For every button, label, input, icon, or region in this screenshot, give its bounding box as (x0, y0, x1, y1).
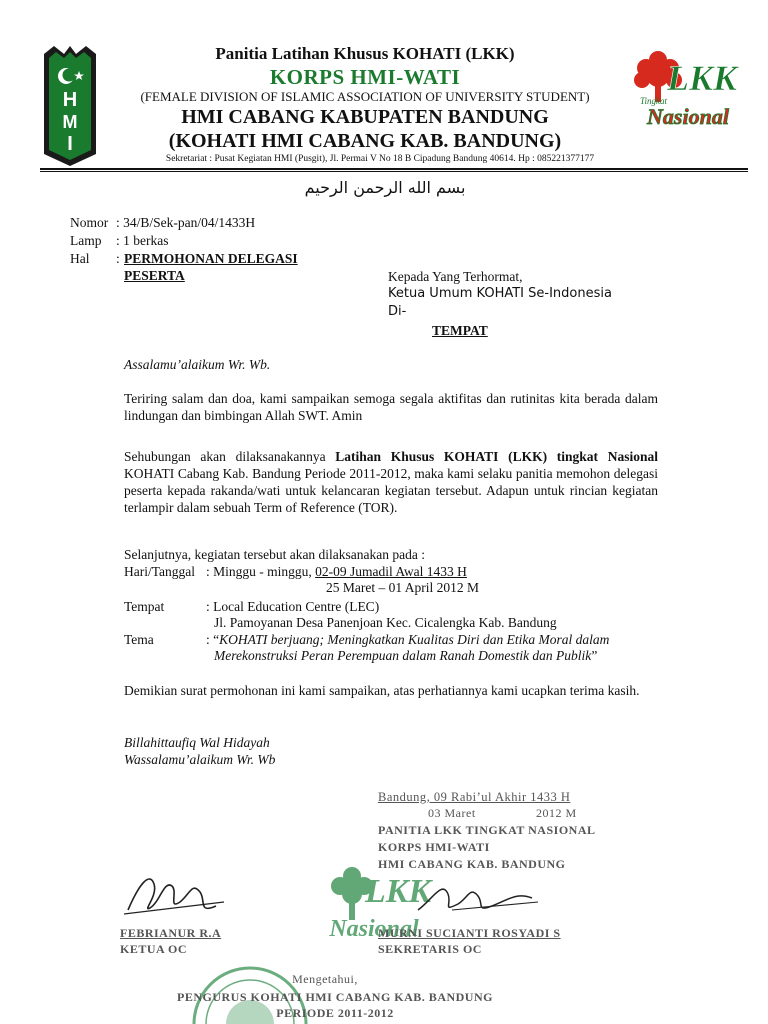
pengurus-title: PENGURUS KOHATI HMI CABANG KAB. BANDUNG (177, 990, 493, 1004)
left-signer-role: KETUA OC (120, 942, 188, 956)
recipient-di: Di- (388, 304, 407, 319)
letterhead-rule (40, 168, 748, 172)
hmi-logo (42, 44, 98, 168)
schedule-hari-masehi: 25 Maret – 01 April 2012 M (326, 580, 479, 595)
letterhead-branch: HMI CABANG KABUPATEN BANDUNG (181, 106, 549, 128)
paragraph-request-post: KOHATI Cabang Kab. Bandung Periode 2011-2012, maka kami selaku panitia memohon delegasi peserta kepada rakanda/wati untuk kelancaran kegiatan tersebut. Adapun untuk rincian kegiatan terlampir dalam sebuah Term of Reference (TOR). (124, 466, 658, 515)
hmi-logo-letter-i: I (67, 133, 73, 155)
schedule-tempat-value1: : Local Education Centre (LEC) (206, 599, 380, 614)
hal-label: Hal (70, 251, 90, 266)
sign-date-masehi-day: 03 Maret (428, 806, 476, 820)
closing-paragraph: Demikian surat permohonan ini kami sampaikan, atas perhatiannya kami ucapkan terima kasih. (124, 683, 640, 698)
right-signature (412, 870, 542, 924)
schedule-tema-close: ” (591, 648, 598, 663)
nomor-value: : 34/B/Sek-pan/04/1433H (116, 215, 256, 230)
schedule-hari-label: Hari/Tanggal (124, 564, 196, 579)
schedule-tema-line1: KOHATI berjuang; Meningkatkan Kualitas Diri dan Etika Moral dalam (219, 632, 610, 647)
right-signer-name: MURNI SUCIANTI ROSYADI S (378, 926, 561, 940)
letterhead-secretariat: Sekretariat : Pusat Kegiatan HMI (Pusgit), Jl. Permai V No 18 B Cipadung Bandung 40614. Hp : 085221377177 (165, 154, 595, 164)
hal-colon: : (116, 251, 120, 266)
svg-text:LKK: LKK (364, 873, 432, 910)
sign-place-date-hijri-text: Bandung, 09 Rabi’ul Akhir 1433 H (378, 790, 571, 804)
svg-text:LKK: LKK (666, 58, 738, 98)
basmalah: بسم الله الرحمن الرحيم (304, 178, 466, 197)
nomor-label: Nomor (70, 215, 109, 230)
pengurus-period: PERIODE 2011-2012 (276, 1006, 394, 1020)
schedule-tema-line2: Merekonstruksi Peran Perempuan dalam Ranah Domestik dan Publik (214, 648, 592, 663)
recipient-name: Ketua Umum KOHATI Se-Indonesia (388, 286, 612, 301)
letterhead-kohati: (KOHATI HMI CABANG KAB. BANDUNG) (168, 130, 562, 152)
hal-value-line1: PERMOHONAN DELEGASI (124, 251, 298, 266)
sign-org-branch: HMI CABANG KAB. BANDUNG (378, 857, 566, 871)
hal-value-line2: PESERTA (124, 268, 185, 283)
svg-text:Tingkat: Tingkat (640, 96, 668, 106)
letterhead-corps: KORPS HMI-WATI (269, 65, 461, 89)
sign-org-committee: PANITIA LKK TINGKAT NASIONAL (378, 823, 596, 837)
mengetahui: Mengetahui, (292, 972, 358, 986)
lkk-nasional-logo (628, 46, 744, 136)
schedule-tempat-label: Tempat (124, 599, 165, 614)
right-signer-role: SEKRETARIS OC (378, 942, 482, 956)
svg-text:Nasional: Nasional (329, 916, 419, 942)
schedule-tema-value2 (214, 647, 597, 664)
paragraph-greeting: Teriring salam dan doa, kami sampaikan semoga segala aktifitas dan rutinitas kita berada dalam lindungan dan bimbingan Allah SWT. Amin (124, 391, 658, 423)
lamp-value: : 1 berkas (116, 233, 169, 248)
sign-org-corps: KORPS HMI-WATI (378, 840, 490, 854)
hmi-logo-letter-h: H (62, 89, 78, 111)
greeting: Assalamu’alaikum Wr. Wb. (124, 357, 271, 372)
schedule-intro: Selanjutnya, kegiatan tersebut akan dilaksanakan pada : (124, 547, 426, 562)
recipient-salutation: Kepada Yang Terhormat, (388, 269, 523, 284)
schedule-tema-value1 (206, 631, 609, 648)
schedule-hari-value (206, 563, 467, 580)
paragraph-request-event: Latihan Khusus KOHATI (LKK) tingkat Nasional (335, 449, 658, 464)
recipient-tempat: TEMPAT (432, 323, 488, 338)
sign-date-masehi-year: 2012 M (536, 806, 577, 820)
schedule-hari-hijri: 02-09 Jumadil Awal 1433 H (315, 564, 467, 579)
lamp-label: Lamp (70, 233, 102, 248)
letterhead-committee: Panitia Latihan Khusus KOHATI (LKK) (215, 44, 515, 63)
left-signature (120, 862, 230, 926)
sign-off-2: Wassalamu’alaikum Wr. Wb (124, 752, 276, 767)
paragraph-request-pre: Sehubungan akan dilaksanakannya (124, 449, 336, 464)
sign-off-1: Billahittaufiq Wal Hidayah (124, 735, 270, 750)
paragraph-request (124, 448, 658, 516)
schedule-tema-open: : “ (206, 632, 220, 647)
hmi-logo-letter-m: M (62, 112, 78, 132)
schedule-tema-label: Tema (124, 632, 154, 647)
left-signer-name: FEBRIANUR R.A (120, 926, 222, 940)
letterhead-english: (FEMALE DIVISION OF ISLAMIC ASSOCIATION OF UNIVERSITY STUDENT) (140, 89, 590, 104)
schedule-tempat-value2: Jl. Pamoyanan Desa Panenjoan Kec. Cicalengka Kab. Bandung (214, 615, 557, 630)
schedule-hari-pre: : Minggu - minggu, (206, 564, 316, 579)
svg-text:Nasional: Nasional (647, 104, 729, 129)
sign-place-date-hijri (378, 790, 570, 805)
